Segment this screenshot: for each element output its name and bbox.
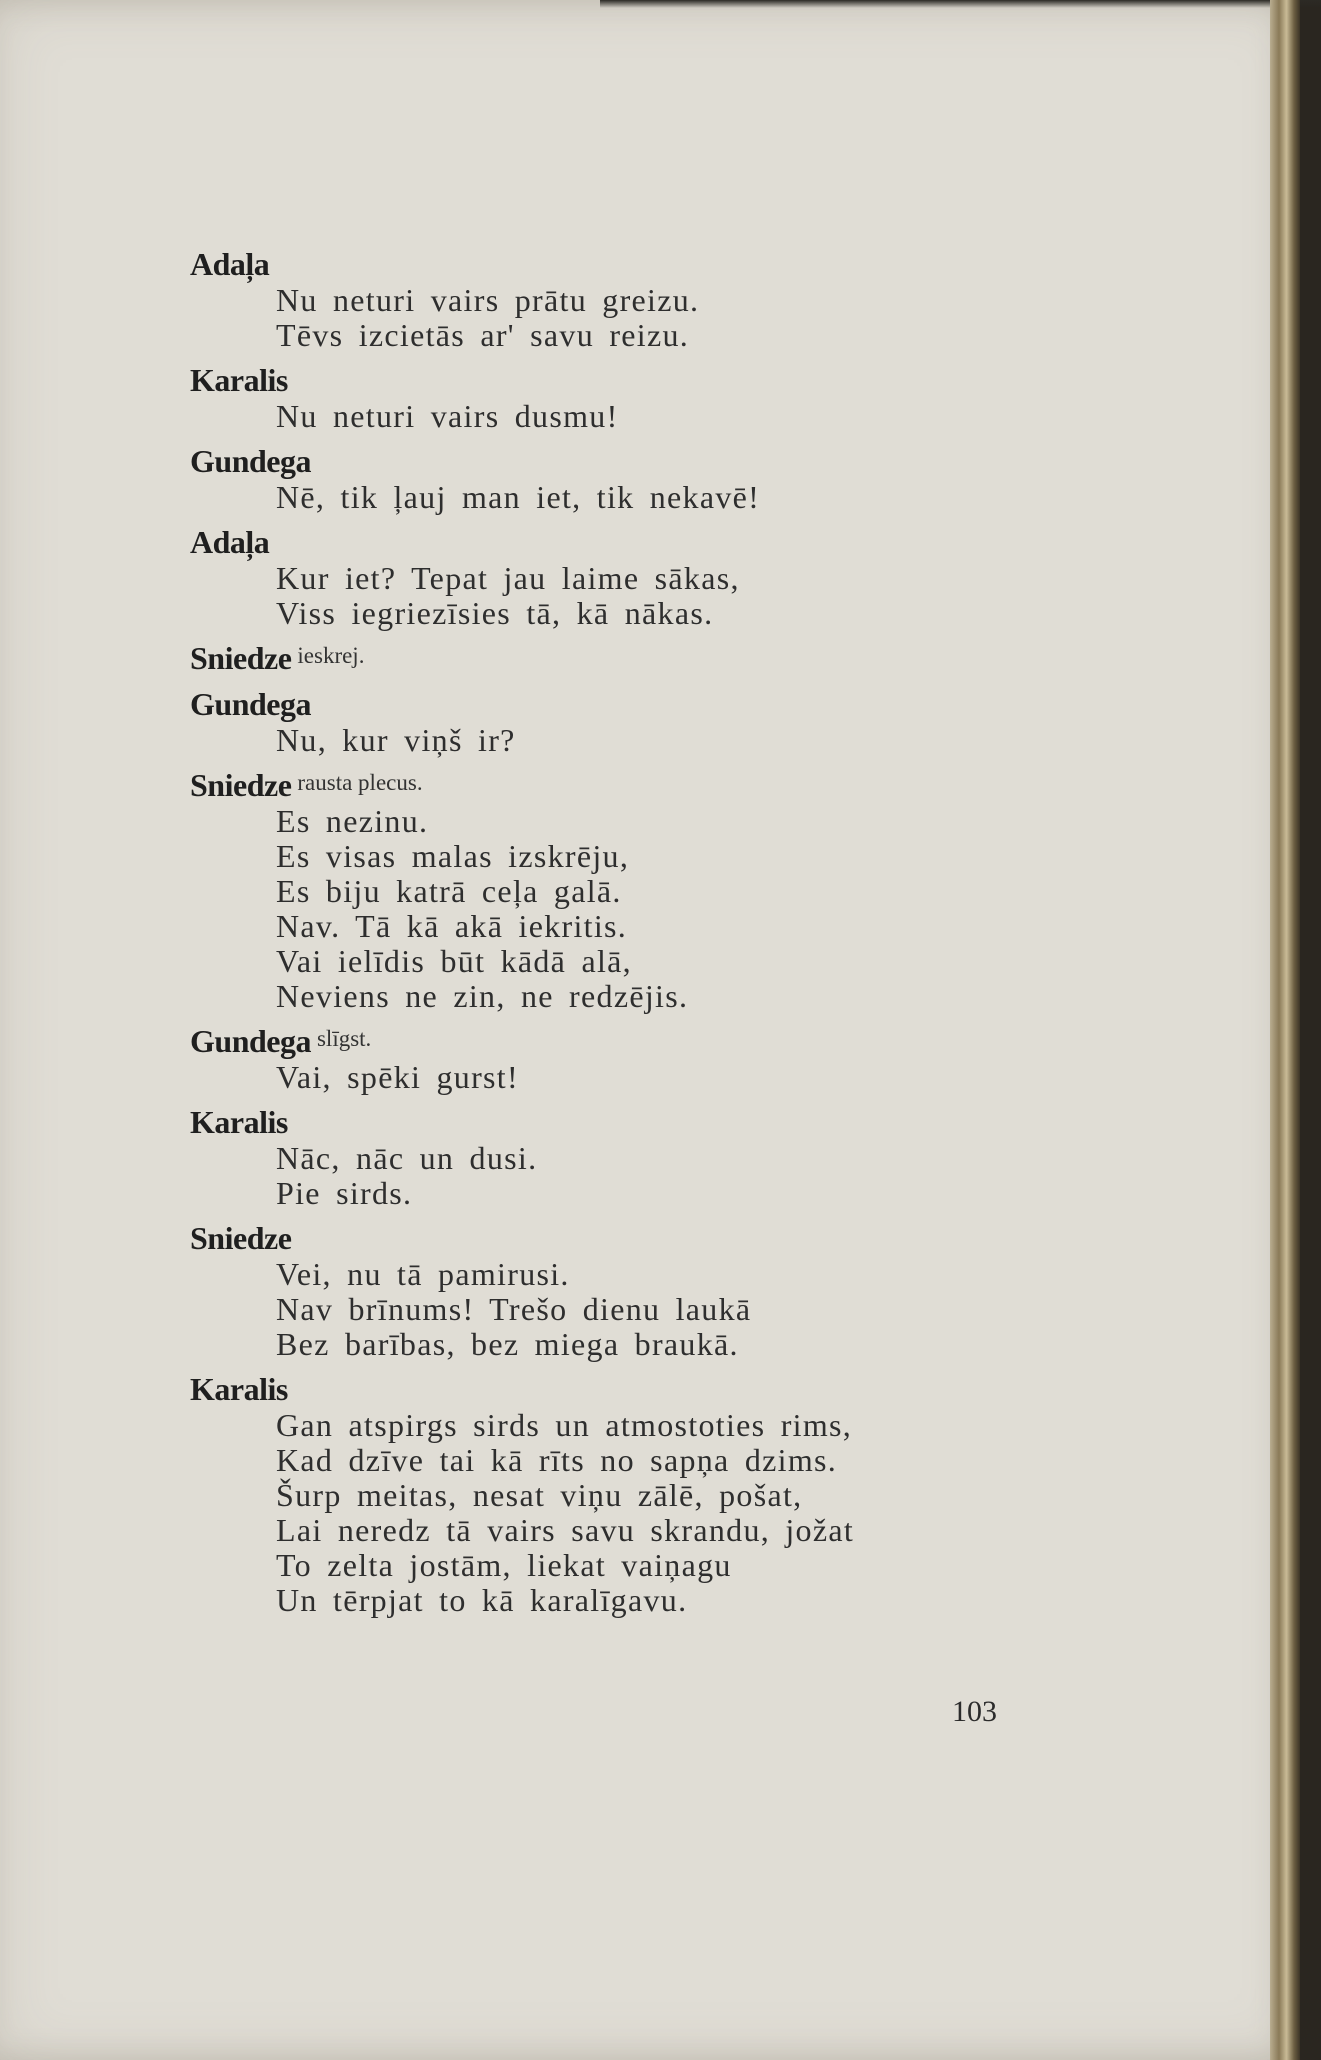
verse-line: Nu neturi vairs prātu greizu. [276, 282, 700, 318]
speech [190, 1103, 1090, 1211]
verse-line: Šurp meitas, nesat viņu zālē, pošat, [276, 1477, 803, 1513]
stage-direction: slīgst. [316, 1026, 372, 1051]
stage-direction: rausta plecus. [297, 770, 423, 795]
speech [190, 685, 1090, 758]
verse-line: Nav. Tā kā akā iekritis. [276, 908, 628, 944]
speaker-name: Gundega [190, 686, 311, 722]
verse-line: Es visas malas izskrēju, [276, 838, 630, 874]
verse-line: Es nezinu. [276, 803, 429, 839]
verse-line: Nē, tik ļauj man iet, tik nekavē! [276, 479, 761, 515]
speaker-name: Karalis [190, 362, 288, 398]
verse-line: Un tērpjat to kā karalīgavu. [276, 1582, 688, 1618]
verse-line: Pie sirds. [276, 1175, 413, 1211]
speaker-name: Sniedze [190, 767, 292, 803]
speaker-name: Gundega [190, 1023, 311, 1059]
play-text [190, 245, 1090, 1626]
speaker-name: Sniedze [190, 1220, 292, 1256]
verse-line: Lai neredz tā vairs savu skrandu, jožat [276, 1512, 855, 1548]
verse-line: Nu neturi vairs dusmu! [276, 398, 619, 434]
speech [190, 1219, 1090, 1362]
speech [190, 639, 1090, 677]
verse-line: Vei, nu tā pamirusi. [276, 1256, 570, 1292]
page-edge [1270, 0, 1300, 2060]
page-number: 103 [952, 1695, 997, 1728]
speaker-name: Karalis [190, 1371, 288, 1407]
speech [190, 442, 1090, 515]
verse-line: Viss iegriezīsies tā, kā nākas. [276, 595, 714, 631]
verse-line: To zelta jostām, liekat vaiņagu [276, 1547, 732, 1583]
verse-line: Kad dzīve tai kā rīts no sapņa dzims. [276, 1442, 838, 1478]
speaker-name: Adaļa [190, 246, 270, 282]
speech [190, 766, 1090, 1014]
speech [190, 245, 1090, 353]
speaker-name: Karalis [190, 1104, 288, 1140]
verse-line: Gan atspirgs sirds un atmostoties rims, [276, 1407, 853, 1443]
verse-line: Nav brīnums! Trešo dienu laukā [276, 1291, 752, 1327]
verse-line: Neviens ne zin, ne redzējis. [276, 978, 689, 1014]
speech [190, 523, 1090, 631]
verse-line: Bez barības, bez miega braukā. [276, 1326, 739, 1362]
verse-line: Tēvs izcietās ar' savu reizu. [276, 317, 690, 353]
speech [190, 1370, 1090, 1618]
speaker-name: Gundega [190, 443, 311, 479]
top-shadow [600, 0, 1321, 8]
verse-line: Es biju katrā ceļa galā. [276, 873, 622, 909]
stage-direction: ieskrej. [297, 643, 365, 668]
verse-line: Kur iet? Tepat jau laime sākas, [276, 560, 740, 596]
verse-line: Nu, kur viņš ir? [276, 722, 516, 758]
verse-line: Vai, spēki gurst! [276, 1059, 519, 1095]
speaker-name: Adaļa [190, 524, 270, 560]
speech [190, 1022, 1090, 1095]
verse-line: Vai ielīdis būt kādā alā, [276, 943, 632, 979]
speaker-name: Sniedze [190, 640, 292, 676]
verse-line: Nāc, nāc un dusi. [276, 1140, 538, 1176]
speech [190, 361, 1090, 434]
